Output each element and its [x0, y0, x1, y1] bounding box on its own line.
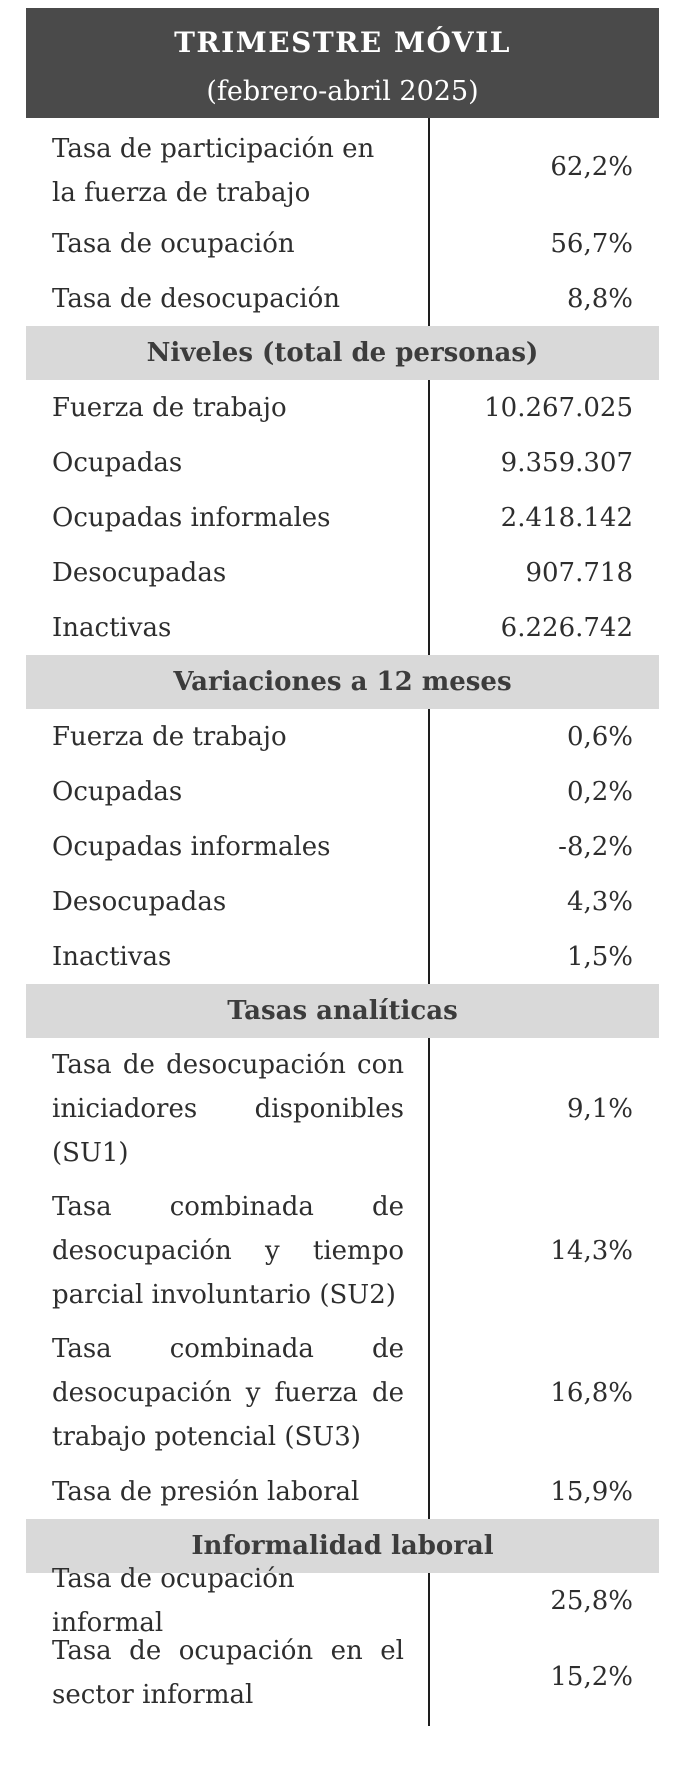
row-value: 1,5%	[566, 941, 633, 972]
table-row	[26, 764, 659, 819]
row-label: Inactivas	[26, 929, 430, 984]
table-row	[26, 874, 659, 929]
row-value: 15,2%	[550, 1662, 633, 1692]
table-row	[26, 600, 659, 655]
table-row	[26, 271, 659, 326]
table-row	[26, 1180, 659, 1322]
row-value: 14,3%	[550, 1236, 633, 1266]
row-label: Ocupadas informales	[26, 819, 430, 874]
row-label: Ocupadas	[26, 764, 430, 819]
row-value: 25,8%	[550, 1585, 633, 1616]
section-header-variations: Variaciones a 12 meses	[26, 655, 659, 709]
section-header-levels: Niveles (total de personas)	[26, 326, 659, 380]
row-value: 4,3%	[566, 886, 633, 917]
table-row	[26, 1628, 659, 1726]
table-row	[26, 819, 659, 874]
row-label: Inactivas	[26, 600, 430, 655]
row-value: 9,1%	[566, 1094, 633, 1124]
row-value: 15,9%	[550, 1476, 633, 1507]
table-row	[26, 435, 659, 490]
row-label: Tasa de desocupación con iniciadores disponibles (SU1)	[26, 1038, 430, 1180]
row-label: Tasa de participación en la fuerza de trabajo	[26, 118, 430, 216]
row-label: Tasa de desocupación	[26, 271, 430, 326]
row-label: Fuerza de trabajo	[26, 380, 430, 435]
table-row	[26, 380, 659, 435]
row-label: Ocupadas	[26, 435, 430, 490]
row-label: Tasa combinada de desocupación y tiempo parcial involuntario (SU2)	[26, 1180, 430, 1322]
row-value: 62,2%	[550, 152, 633, 182]
row-value: 0,2%	[566, 776, 633, 807]
row-value: 2.418.142	[500, 502, 633, 533]
table-row	[26, 929, 659, 984]
table-row	[26, 1563, 659, 1638]
row-label: Fuerza de trabajo	[26, 709, 430, 764]
table-row	[26, 216, 659, 271]
row-value: 0,6%	[566, 721, 633, 752]
row-value: -8,2%	[558, 831, 633, 862]
row-label: Desocupadas	[26, 874, 430, 929]
table-row	[26, 1038, 659, 1180]
row-label: Desocupadas	[26, 545, 430, 600]
table-row	[26, 545, 659, 600]
table-header	[26, 8, 659, 118]
table-row	[26, 490, 659, 545]
header-subtitle: (febrero-abril 2025)	[206, 76, 479, 107]
row-value: 907.718	[525, 557, 633, 588]
table-row	[26, 118, 659, 216]
table-row	[26, 1464, 659, 1519]
row-label: Tasa de ocupación	[26, 216, 430, 271]
row-label: Tasa de presión laboral	[26, 1464, 430, 1519]
row-value: 56,7%	[550, 228, 633, 259]
row-value: 9.359.307	[500, 447, 633, 478]
table-row	[26, 1322, 659, 1464]
section-header-informality: Informalidad laboral	[26, 1519, 659, 1573]
labor-market-table	[26, 8, 659, 1726]
row-value: 10.267.025	[484, 392, 633, 423]
row-label: Tasa de ocupación en el sector informal	[26, 1628, 430, 1726]
row-label: Ocupadas informales	[26, 490, 430, 545]
row-value: 16,8%	[550, 1378, 633, 1408]
row-label: Tasa de ocupación informal	[26, 1573, 430, 1628]
row-label: Tasa combinada de desocupación y fuerza de trabajo potencial (SU3)	[26, 1322, 430, 1464]
section-header-analytic: Tasas analíticas	[26, 984, 659, 1038]
row-value: 8,8%	[566, 283, 633, 314]
row-value: 6.226.742	[500, 612, 633, 643]
table-row	[26, 709, 659, 764]
header-title: TRIMESTRE MÓVIL	[174, 26, 511, 59]
